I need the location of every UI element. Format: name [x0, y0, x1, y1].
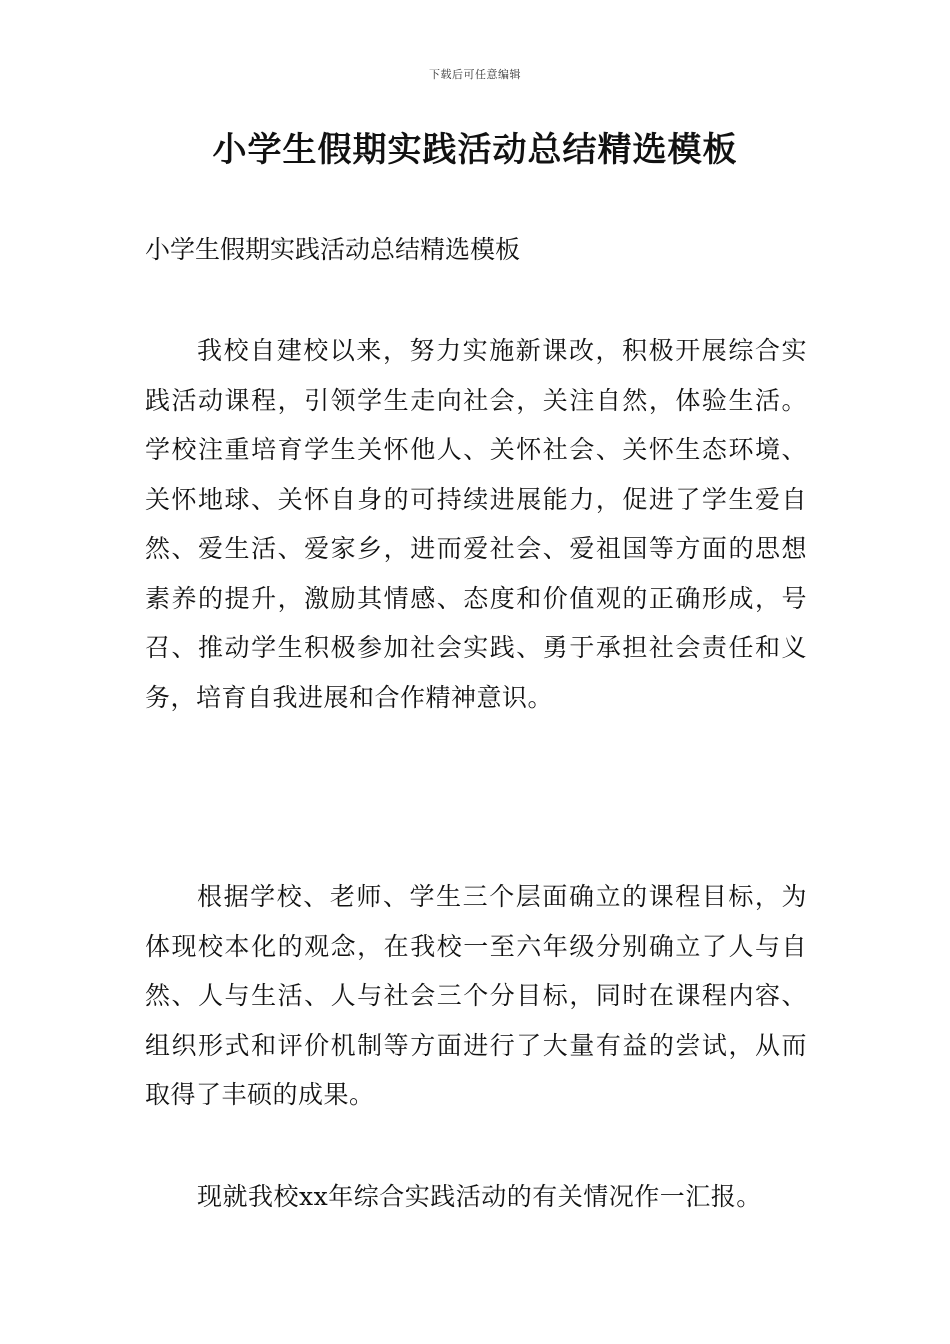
- document-subtitle: 小学生假期实践活动总结精选模板: [145, 235, 521, 264]
- document-title: 小学生假期实践活动总结精选模板: [212, 130, 738, 170]
- header-note: 下载后可任意编辑: [429, 68, 521, 81]
- paragraph-report: 现就我校xx年综合实践活动的有关情况作一汇报。: [197, 1182, 762, 1211]
- paragraph-goals: 根据学校、老师、学生三个层面确立的课程目标，为体现校本化的观念，在我校一至六年级分别确立了人与自然、人与生活、人与社会三个分目标，同时在课程内容、组织形式和评价机制等方面进行了大量有益的尝试，从而取得了丰硕的成果。: [145, 882, 807, 1109]
- paragraph-intro: 我校自建校以来，努力实施新课改，积极开展综合实践活动课程，引领学生走向社会，关注自然，体验生活。学校注重培育学生关怀他人、关怀社会、关怀生态环境、关怀地球、关怀自身的可持续进展能力，促进了学生爱自然、爱生活、爱家乡，进而爱社会、爱祖国等方面的思想素养的提升，激励其情感、态度和价值观的正确形成，号召、推动学生积极参加社会实践、勇于承担社会责任和义务，培育自我进展和合作精神意识。: [145, 336, 807, 712]
